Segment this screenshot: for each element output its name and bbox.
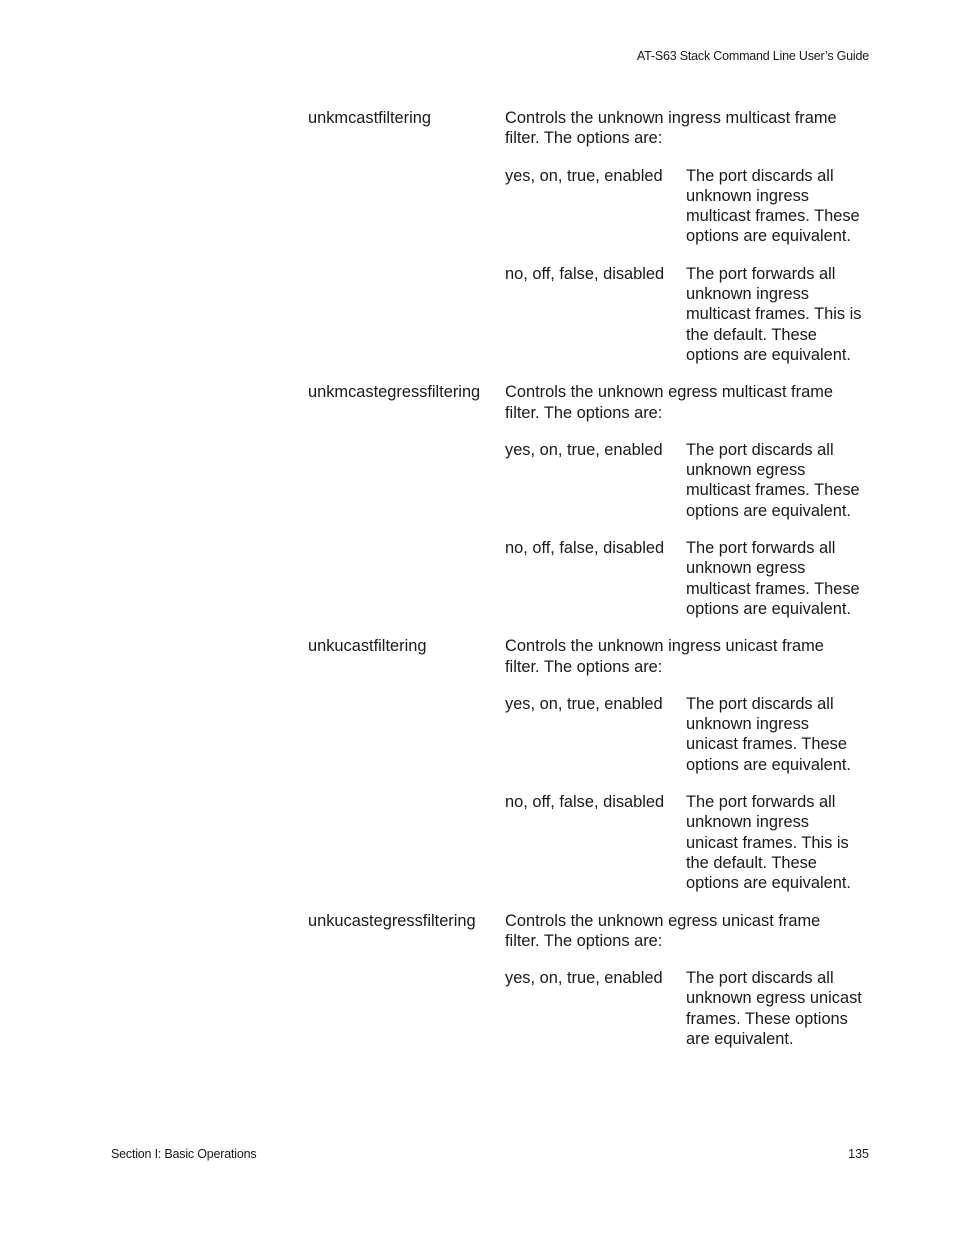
parameter-body (504, 911, 878, 1050)
option-row (504, 264, 878, 365)
description-line: filter. The options are: (505, 931, 663, 950)
parameter-name: unkmcastfiltering (308, 109, 431, 127)
parameter-name: unkucastfiltering (308, 637, 427, 656)
option-line: The port discards all (686, 694, 834, 713)
option-line: unknown ingress (686, 813, 810, 832)
description-line: filter. The options are: (505, 403, 663, 422)
option-line: unicast frames. These (686, 735, 847, 754)
option-line: options are equivalent. (686, 599, 851, 618)
parameter-row (308, 108, 878, 365)
option-values: yes, on, true, enabled (505, 166, 663, 185)
option-description (686, 538, 878, 619)
option-line: unknown ingress (686, 285, 810, 304)
option-values: yes, on, true, enabled (505, 440, 663, 459)
parameter-description (504, 382, 878, 423)
option-line: unknown egress (686, 461, 806, 480)
option-line: The port discards all (686, 440, 834, 459)
description-line: Controls the unknown ingress unicast frame (505, 637, 824, 656)
option-line: unknown egress (686, 559, 806, 578)
option-line: options are equivalent. (686, 227, 851, 246)
page-number: 135 (848, 1147, 869, 1161)
option-line: multicast frames. These (686, 481, 860, 500)
running-header: AT-S63 Stack Command Line User’s Guide (636, 49, 869, 63)
option-values: no, off, false, disabled (505, 793, 665, 812)
option-line: unknown ingress (686, 186, 810, 205)
option-row (504, 440, 878, 521)
option-description (686, 440, 878, 521)
option-line: the default. These (686, 853, 817, 872)
option-row (504, 694, 878, 775)
option-line: The port discards all (686, 166, 834, 185)
option-line: options are equivalent. (686, 874, 851, 893)
option-line: multicast frames. These (686, 207, 860, 226)
option-line: options are equivalent. (686, 501, 851, 520)
parameter-name: unkucastegressfiltering (308, 911, 476, 930)
parameter-description (504, 108, 878, 149)
option-description (686, 264, 878, 365)
parameter-table (308, 108, 878, 1066)
option-line: The port forwards all (686, 539, 836, 558)
option-line: The port forwards all (686, 264, 836, 283)
description-line: filter. The options are: (505, 129, 663, 148)
parameter-row (308, 636, 878, 893)
option-values: yes, on, true, enabled (505, 694, 663, 713)
description-line: Controls the unknown egress unicast frame (505, 911, 821, 930)
option-row (504, 538, 878, 619)
option-line: the default. These (686, 325, 817, 344)
option-line: options are equivalent. (686, 345, 851, 364)
parameter-description (504, 911, 878, 952)
option-values: no, off, false, disabled (505, 264, 665, 283)
description-line: Controls the unknown egress multicast frame (505, 383, 833, 402)
parameter-description (504, 636, 878, 677)
parameter-body (504, 108, 878, 365)
option-line: frames. These options (686, 1009, 848, 1028)
option-line: unknown ingress (686, 715, 810, 734)
option-line: are equivalent. (686, 1029, 794, 1048)
option-values: yes, on, true, enabled (505, 969, 663, 988)
description-line: Controls the unknown ingress multicast frame (505, 109, 837, 127)
option-description (686, 968, 878, 1049)
option-row (504, 166, 878, 247)
option-row (504, 792, 878, 893)
footer-section: Section I: Basic Operations (111, 1147, 257, 1161)
option-line: The port discards all (686, 969, 834, 988)
option-line: unknown egress unicast (686, 989, 862, 1008)
option-line: multicast frames. This is (686, 305, 862, 324)
option-line: options are equivalent. (686, 755, 851, 774)
option-description (686, 792, 878, 893)
option-row (504, 968, 878, 1049)
parameter-body (504, 636, 878, 893)
option-line: The port forwards all (686, 793, 836, 812)
parameter-row (308, 382, 878, 619)
option-line: unicast frames. This is (686, 833, 849, 852)
option-values: no, off, false, disabled (505, 539, 665, 558)
parameter-name: unkmcastegressfiltering (308, 383, 481, 402)
option-description (686, 694, 878, 775)
option-line: multicast frames. These (686, 579, 860, 598)
parameter-row (308, 911, 878, 1050)
parameter-body (504, 382, 878, 619)
option-description (686, 166, 878, 247)
description-line: filter. The options are: (505, 657, 663, 676)
